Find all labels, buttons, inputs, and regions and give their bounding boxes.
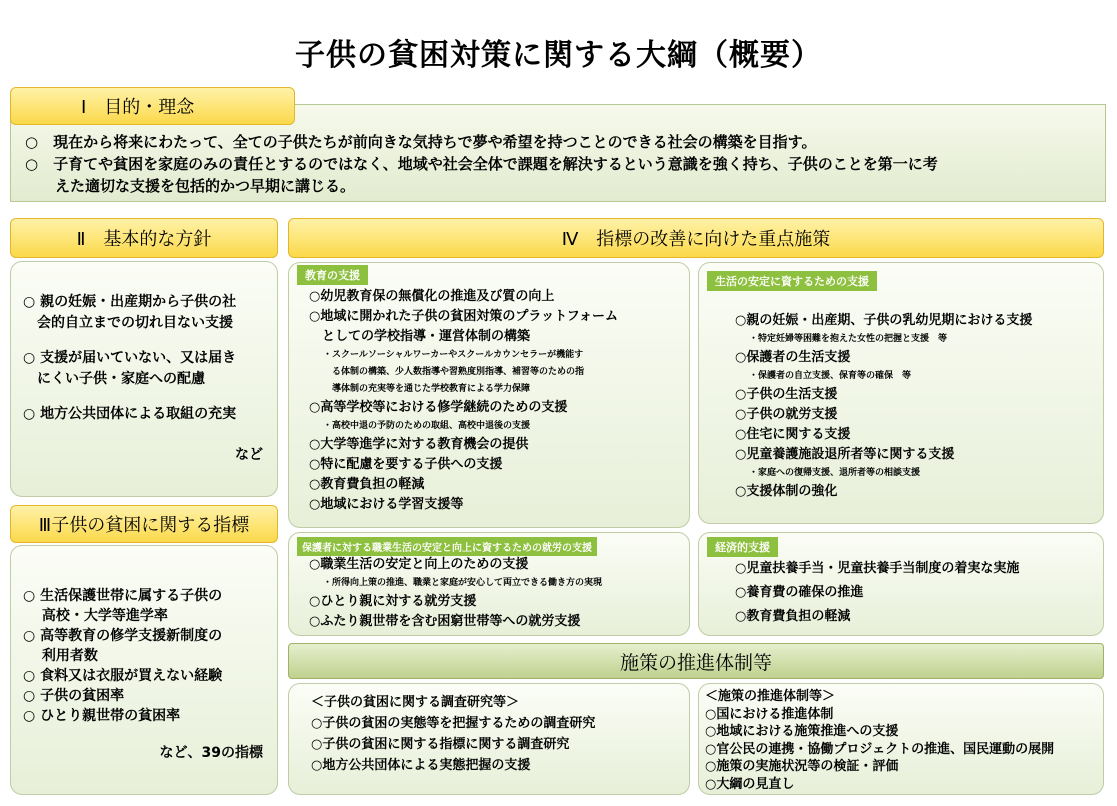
education-subline: ・スクールソーシャルワーカーやスクールカウンセラーが機能す [323, 350, 584, 360]
life-line: ○子供の就労支援 [735, 407, 838, 422]
indicator-etc: など、39の指標 [159, 745, 263, 761]
purpose-lines [25, 131, 938, 197]
section-4-header [288, 218, 1104, 258]
life-line: ○保護者の生活支援 [735, 350, 851, 365]
life-panel [698, 262, 1104, 524]
work-line: ○ひとり親に対する就労支援 [309, 594, 477, 609]
education-line: ○特に配慮を要する子供への支援 [309, 457, 503, 472]
econ-line: ○養育費の確保の推進 [735, 585, 864, 600]
econ-lines [735, 557, 1019, 629]
research-line: ○地方公共団体による実態把握の支援 [311, 758, 531, 773]
section-2-header [10, 218, 278, 258]
life-tag: 生活の安定に資するための支援 [707, 271, 877, 291]
education-tag: 教育の支援 [297, 265, 368, 285]
research-line: ○子供の貧困の実態等を把握するための調査研究 [311, 716, 596, 731]
system-line: ○官公民の連携・協働プロジェクトの推進、国民運動の展開 [705, 741, 1055, 757]
education-subline: ・高校中退の予防のための取組、高校中退後の支援 [323, 421, 531, 431]
policy-panel [10, 261, 278, 497]
purpose-line: ○ 現在から将来にわたって、全ての子供たちが前向きな気持ちで夢や希望を持つことのできる社会の構築を目指す。 [25, 133, 817, 151]
indicator-line: ○ 食料又は衣服が買えない経験 [23, 668, 223, 684]
education-lines [309, 287, 618, 515]
research-line: ○子供の貧困に関する指標に関する調査研究 [311, 737, 570, 752]
education-line: ○大学等進学に対する教育機会の提供 [309, 437, 529, 452]
section-2-label: Ⅱ 基本的な方針 [76, 229, 212, 250]
section-3-label: Ⅲ子供の貧困に関する指標 [38, 515, 250, 536]
page-title: 子供の貧困対策に関する大綱（概要） [295, 38, 822, 73]
indicator-line: ○ 生活保護世帯に属する子供の [23, 588, 223, 604]
life-lines [735, 311, 1032, 502]
work-line: ○ふたり親世帯を含む困窮世帯等への就労支援 [309, 614, 581, 629]
policy-item: ○ 支援が届いていない、又は届き にくい子供・家庭への配慮 [23, 350, 237, 387]
life-subline: ・保護者の自立支援、保育等の確保 等 [749, 371, 912, 381]
education-line: ○幼児教育保の無償化の推進及び質の向上 [309, 289, 555, 304]
econ-line: ○児童扶養手当・児童扶養手当制度の着実な実施 [735, 561, 1020, 576]
indicator-panel [10, 545, 278, 795]
system-line: ○国における推進体制 [705, 706, 834, 722]
purpose-line: えた適切な支援を包括的かつ早期に講じる。 [25, 177, 356, 195]
life-line: ○児童養護施設退所者等に関する支援 [735, 447, 955, 462]
life-line: ○子供の生活支援 [735, 387, 838, 402]
econ-line: ○教育費負担の軽減 [735, 609, 851, 624]
work-tag: 保護者に対する職業生活の安定と向上に資するための就労の支援 [297, 537, 597, 556]
indicator-line: 高校・大学等進学率 [23, 608, 168, 624]
policy-etc: など [235, 447, 263, 463]
system-line: ○大綱の見直し [705, 776, 795, 792]
work-lines [309, 555, 602, 632]
section-4-label: Ⅳ 指標の改善に向けた重点施策 [561, 229, 831, 250]
life-line: ○住宅に関する支援 [735, 427, 851, 442]
life-line: ○支援体制の強化 [735, 484, 838, 499]
purpose-line: ○ 子育てや貧困を家庭のみの責任とするのではなく、地域や社会全体で課題を解決するという意識を強く持ち、子供のことを第一に考 [25, 155, 938, 173]
system-heading: ＜施策の推進体制等＞ [705, 689, 836, 704]
education-line: ○地域に開かれた子供の貧困対策のプラットフォーム [309, 309, 619, 324]
promotion-header [288, 643, 1104, 679]
indicator-line: ○ ひとり親世帯の貧困率 [23, 708, 181, 724]
work-subline: ・所得向上策の推進、職業と家庭が安心して両立できる働き方の実現 [323, 578, 603, 588]
section-1-header [10, 87, 295, 125]
indicator-line: ○ 子供の貧困率 [23, 688, 125, 704]
education-panel [288, 262, 690, 528]
research-heading: ＜子供の貧困に関する調査研究等＞ [311, 695, 520, 710]
indicator-line: 利用者数 [23, 648, 98, 664]
system-content [705, 688, 1054, 793]
education-line: としての学校指導・運営体制の構築 [309, 329, 531, 344]
system-line: ○地域における施策推進への支援 [705, 724, 899, 739]
education-subline: る体制の構築、少人数指導や習熟度別指導、補習等のための指 [323, 367, 585, 377]
indicator-line: ○ 高等教育の修学支援新制度の [23, 628, 223, 644]
life-subline: ・特定妊婦等困難を抱えた女性の把握と支援 等 [749, 334, 948, 344]
life-line: ○親の妊娠・出産期、子供の乳幼児期における支援 [735, 313, 1033, 328]
education-subline: 導体制の充実等を通じた学校教育による学力保障 [323, 384, 531, 394]
work-panel [288, 532, 690, 636]
research-panel [288, 683, 690, 795]
econ-panel [698, 532, 1104, 636]
section-3-header [10, 505, 278, 543]
policy-item: ○ 地方公共団体による取組の充実 [23, 406, 237, 422]
econ-tag: 経済的支援 [707, 537, 778, 557]
promotion-label: 施策の推進体制等 [619, 651, 772, 674]
system-panel [698, 683, 1104, 795]
education-line: ○教育費負担の軽減 [309, 477, 425, 492]
life-subline: ・家庭への復帰支援、退所者等の相談支援 [749, 468, 921, 478]
policy-item: ○ 親の妊娠・出産期から子供の社 会的自立までの切れ目ない支援 [23, 294, 237, 331]
research-content [311, 692, 595, 776]
system-line: ○施策の実施状況等の検証・評価 [705, 759, 899, 774]
section-1-label: Ⅰ 目的・理念 [81, 97, 195, 118]
work-line: ○職業生活の安定と向上のための支援 [309, 557, 529, 572]
education-line: ○地域における学習支援等 [309, 497, 464, 512]
education-line: ○高等学校等における修学継続のための支援 [309, 400, 568, 415]
